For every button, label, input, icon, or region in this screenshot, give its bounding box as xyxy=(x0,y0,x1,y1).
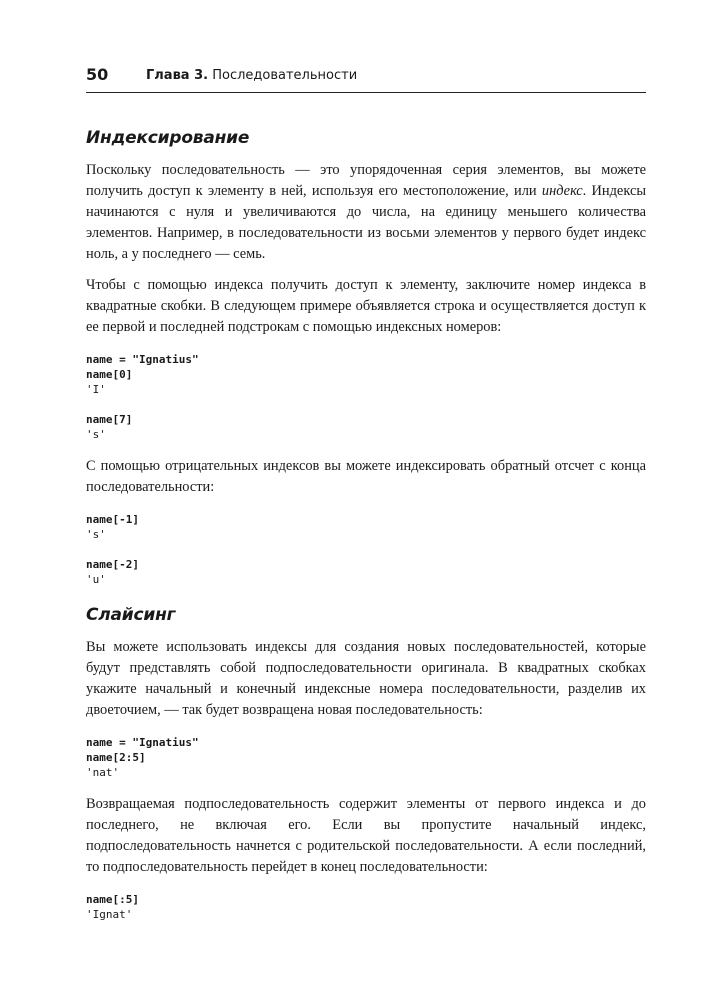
header-rule xyxy=(86,92,646,93)
code-block-slicing xyxy=(86,735,646,780)
text-run: Поскольку последовательность — это упорядоченная серия элементов, вы можете получить доступ к элементу в ней, используя его местоположение, или xyxy=(86,162,646,199)
code-output: 'nat' xyxy=(86,766,120,779)
paragraph-slicing-intro: Вы можете использовать индексы для создания новых последовательностей, которые будут представлять собой подпоследовательности оригинала. В квадратных скобках укажите начальный и конечный индексные номера последовательности, разделив их двоеточием, — так будет возвращена новая последовательность: xyxy=(86,639,646,718)
code-line: name = "Ignatius" xyxy=(86,736,199,749)
page-number: 50 xyxy=(86,65,109,84)
code-block-indexing xyxy=(86,352,646,442)
code-line: name[7] xyxy=(86,413,133,426)
page-content xyxy=(86,110,646,936)
chapter-title: Последовательности xyxy=(212,68,358,83)
code-block-slicing-omitted xyxy=(86,892,646,922)
section-heading-indexing: Индексирование xyxy=(86,128,250,148)
chapter-label: Глава 3. xyxy=(146,68,209,83)
emphasis-term: индекс xyxy=(541,183,583,199)
code-line: name[:5] xyxy=(86,893,139,906)
code-output: 'u' xyxy=(86,573,106,586)
section-heading-slicing: Слайсинг xyxy=(86,605,176,625)
paragraph-indexing-access: Чтобы с помощью индекса получить доступ к элементу, заключите номер индекса в квадратные скобки. В следующем примере объявляется строка и осуществляется доступ к ее первой и последней подстрокам с помощью индексных номеров: xyxy=(86,277,646,335)
code-line: name[2:5] xyxy=(86,751,146,764)
code-line: name[-2] xyxy=(86,558,139,571)
running-header xyxy=(86,64,646,92)
code-output: 'I' xyxy=(86,383,106,396)
chapter-heading xyxy=(146,66,357,86)
code-output: 's' xyxy=(86,528,106,541)
code-line: name[0] xyxy=(86,368,133,381)
code-line: name[-1] xyxy=(86,513,139,526)
paragraph-slicing-rules: Возвращаемая подпоследовательность содержит элементы от первого индекса и до последнего, не включая его. Если вы пропустите начальный индекс, подпоследовательность начнется с родительской последовательности. А если последний, то подпоследовательность перейдет в конец последовательности: xyxy=(86,796,646,875)
code-line: name = "Ignatius" xyxy=(86,353,199,366)
code-block-negative-index xyxy=(86,512,646,587)
text-run: . Индексы начинаются с нуля и увеличиваются до числа, на единицу меньшего количества элементов. Например, в последовательности из восьми элементов у первого будет индекс ноль, а у последнего — семь. xyxy=(86,183,647,262)
paragraph-negative-index: С помощью отрицательных индексов вы можете индексировать обратный отсчет с конца последовательности: xyxy=(86,458,646,495)
code-output: 'Ignat' xyxy=(86,908,133,921)
code-output: 's' xyxy=(86,428,106,441)
paragraph-indexing-intro xyxy=(86,160,646,265)
